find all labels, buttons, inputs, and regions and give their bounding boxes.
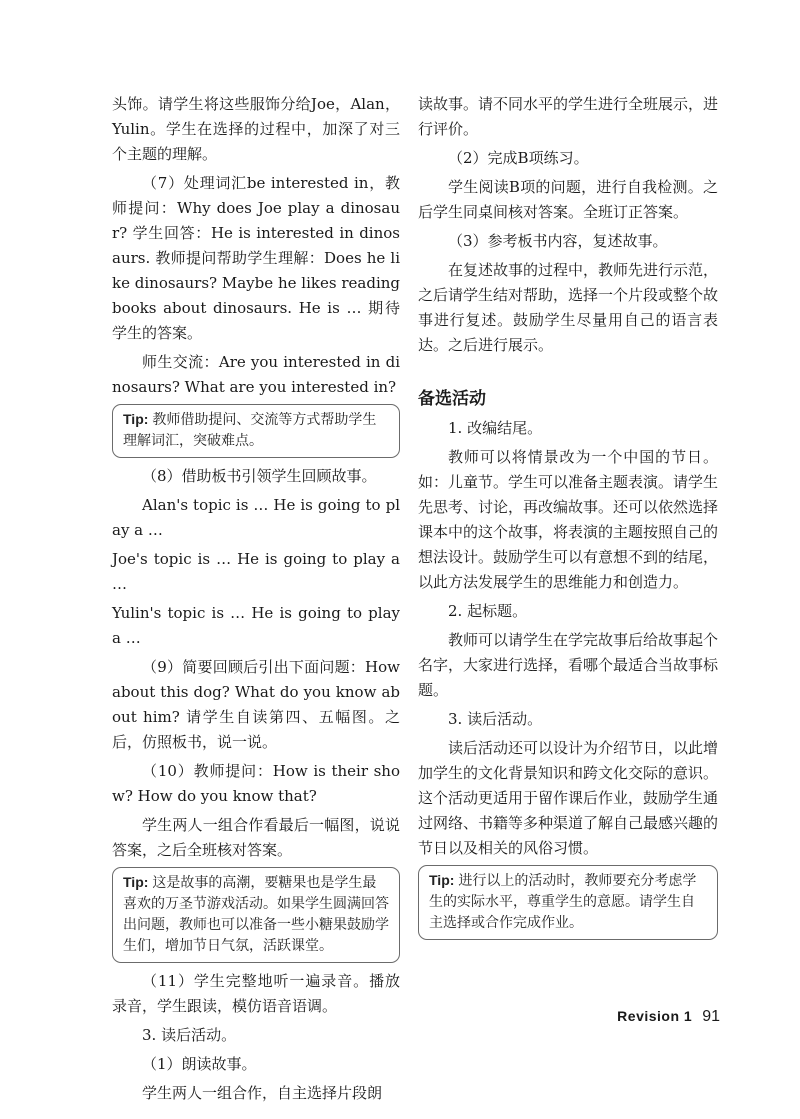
tip-box	[112, 867, 400, 963]
paragraph: 在复述故事的过程中，教师先进行示范，之后请学生结对帮助，选择一个片段或整个故事进行复述。鼓励学生尽量用自己的语言表达。之后进行展示。	[418, 261, 719, 354]
footer-unit-title: Revision 1	[617, 1008, 693, 1024]
paragraph: 读后活动还可以设计为介绍节日，以此增加学生的文化背景知识和跨文化交际的意识。这个活动更适用于留作课后作业，鼓励学生通过网络、书籍等多种渠道了解自己最感兴趣的节日以及相关的风俗习惯。	[418, 739, 719, 857]
tip-label: Tip:	[429, 872, 455, 888]
tip-label: Tip:	[123, 874, 149, 890]
paragraph: 2. 起标题。	[448, 602, 528, 620]
paragraph: Yulin's topic is … He is going to play a …	[112, 604, 400, 647]
paragraph: （7）处理词汇be interested in，教师提问：Why does Joe play a dinosaur? 学生回答：He is interested in dinosaurs. 教师提问帮助学生理解：Does he like dinosaurs? Maybe he likes reading books about dinosaurs. He is … 期待学生的答案。	[112, 174, 400, 342]
page-number: 91	[702, 1008, 720, 1025]
paragraph: 教师可以请学生在学完故事后给故事起个名字，大家进行选择，看哪个最适合当故事标题。	[418, 631, 719, 699]
paragraph: 3. 读后活动。	[448, 710, 543, 728]
paragraph: （11）学生完整地听一遍录音。播放录音，学生跟读，模仿语音语调。	[112, 972, 400, 1015]
paragraph: 学生两人一组合作看最后一幅图，说说答案，之后全班核对答案。	[112, 816, 400, 859]
paragraph: 教师可以将情景改为一个中国的节日。如：儿童节。学生可以准备主题表演。请学生先思考、讨论，再改编故事。还可以依然选择课本中的这个故事，将表演的主题按照自己的想法设计。鼓励学生可以有意想不到的结尾，以此方法发展学生的思维能力和创造力。	[418, 448, 719, 591]
paragraph: 学生阅读B项的问题，进行自我检测。之后学生同桌间核对答案。全班订正答案。	[418, 178, 718, 221]
paragraph: （9）简要回顾后引出下面问题：How about this dog? What do you know about him? 请学生自读第四、五幅图。之后，仿照板书，说一说。	[112, 658, 400, 751]
tip-text: 进行以上的活动时，教师要充分考虑学生的实际水平，尊重学生的意愿。请学生自主选择或合作完成作业。	[429, 873, 697, 931]
left-column	[112, 92, 400, 1110]
paragraph: 3. 读后活动。	[142, 1026, 237, 1044]
paragraph: （8）借助板书引领学生回顾故事。	[142, 467, 377, 485]
paragraph: （2）完成B项练习。	[448, 149, 589, 167]
tip-box	[418, 865, 718, 940]
paragraph: Alan's topic is … He is going to play a …	[112, 496, 400, 539]
tip-text: 这是故事的高潮，要糖果也是学生最喜欢的万圣节游戏活动。如果学生圆满回答出问题，教师也可以准备一些小糖果鼓励学生们，增加节日气氛，活跃课堂。	[123, 875, 389, 954]
paragraph: 学生两人一组合作，自主选择片段朗	[142, 1084, 383, 1102]
paragraph: 头饰。请学生将这些服饰分给Joe，Alan，Yulin。学生在选择的过程中，加深了对三个主题的理解。	[112, 95, 400, 163]
tip-box	[112, 404, 400, 458]
page-footer	[617, 1008, 720, 1026]
tip-label: Tip:	[123, 411, 149, 427]
paragraph: Joe's topic is … He is going to play a …	[112, 550, 400, 593]
right-column	[418, 92, 718, 946]
paragraph: 1. 改编结尾。	[448, 419, 543, 437]
section-heading: 备选活动	[418, 389, 486, 409]
tip-text: 教师借助提问、交流等方式帮助学生理解词汇，突破难点。	[123, 412, 377, 449]
paragraph: 读故事。请不同水平的学生进行全班展示，进行评价。	[418, 95, 719, 138]
paragraph: （3）参考板书内容，复述故事。	[448, 232, 668, 250]
paragraph: （10）教师提问：How is their show? How do you know that?	[112, 762, 400, 805]
paragraph: 师生交流：Are you interested in dinosaurs? What are you interested in?	[112, 353, 400, 396]
paragraph: （1）朗读故事。	[142, 1055, 257, 1073]
